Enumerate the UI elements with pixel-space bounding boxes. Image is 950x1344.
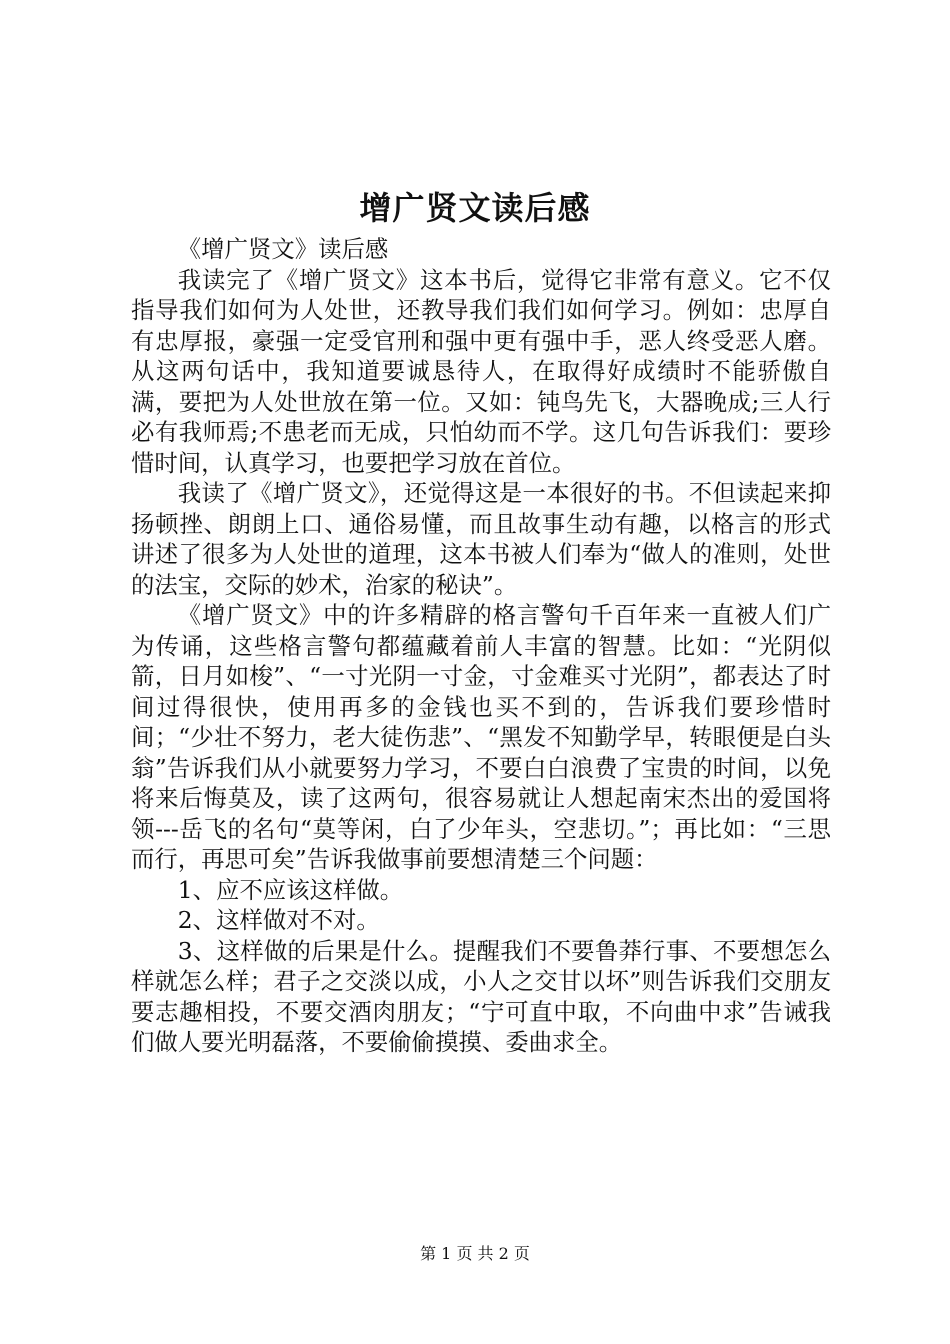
list-item: 1、应不应该这样做。: [177, 875, 404, 904]
page-footer: 第 1 页 共 2 页: [420, 1244, 530, 1263]
list-item: 3、这样做的后果是什么。提醒我们不要鲁莽行事、不要想怎么样就怎么样；君子之交淡以成，小人之交甘以坏”则告诉我们交朋友要志趣相投，不要交酒肉朋友；“宁可直中取，不向曲中求”告诫我们做人要光明磊落，不要偷偷摸摸、委曲求全。: [131, 936, 831, 1056]
list-item: 2、这样做对不对。: [177, 906, 380, 934]
body-paragraph: 《增广贤文》中的许多精辟的格言警句千百年来一直被人们广为传诵，这些格言警句都蕴藏着前人丰富的智慧。比如：“光阴似箭，日月如梭”、“一寸光阴一寸金，寸金难买寸光阴”，都表达了时间过得很快，使用再多的金钱也买不到的，告诉我们要珍惜时间；“少壮不努力，老大徒伤悲”、“黑发不知勤学早，转眼便是白头翁”告诉我们从小就要努力学习，不要白白浪费了宝贵的时间，以免将来后悔莫及，读了这两句，很容易就让人想起南宋杰出的爱国将领---岳飞的名句“莫等闲，白了少年头，空悲切。”；再比如：“三思而行，再思可矣”告诉我做事前要想清楚三个问题：: [131, 601, 831, 873]
body-paragraph: 我读了《增广贤文》，还觉得这是一本很好的书。不但读起来抑扬顿挫、朗朗上口、通俗易懂，而且故事生动有趣，以格言的形式讲述了很多为人处世的道理，这本书被人们奉为“做人的准则，处世的法宝，交际的妙术，治家的秘诀”。: [131, 479, 831, 599]
body-paragraph: 我读完了《增广贤文》这本书后，觉得它非常有意义。它不仅指导我们如何为人处世，还教导我们我们如何学习。例如：忠厚自有忠厚报，豪强一定受官刑和强中更有强中手，恶人终受恶人磨。从这两句话中，我知道要诚恳待人，在取得好成绩时不能骄傲自满，要把为人处世放在第一位。又如：钝鸟先飞，大器晚成;三人行必有我师焉;不患老而无成，只怕幼而不学。这几句告诉我们：要珍惜时间，认真学习，也要把学习放在首位。: [131, 265, 831, 477]
subtitle-paragraph: 《增广贤文》读后感: [177, 235, 389, 263]
document-title: 增广贤文读后感: [359, 189, 591, 227]
document-body: [131, 234, 831, 1058]
